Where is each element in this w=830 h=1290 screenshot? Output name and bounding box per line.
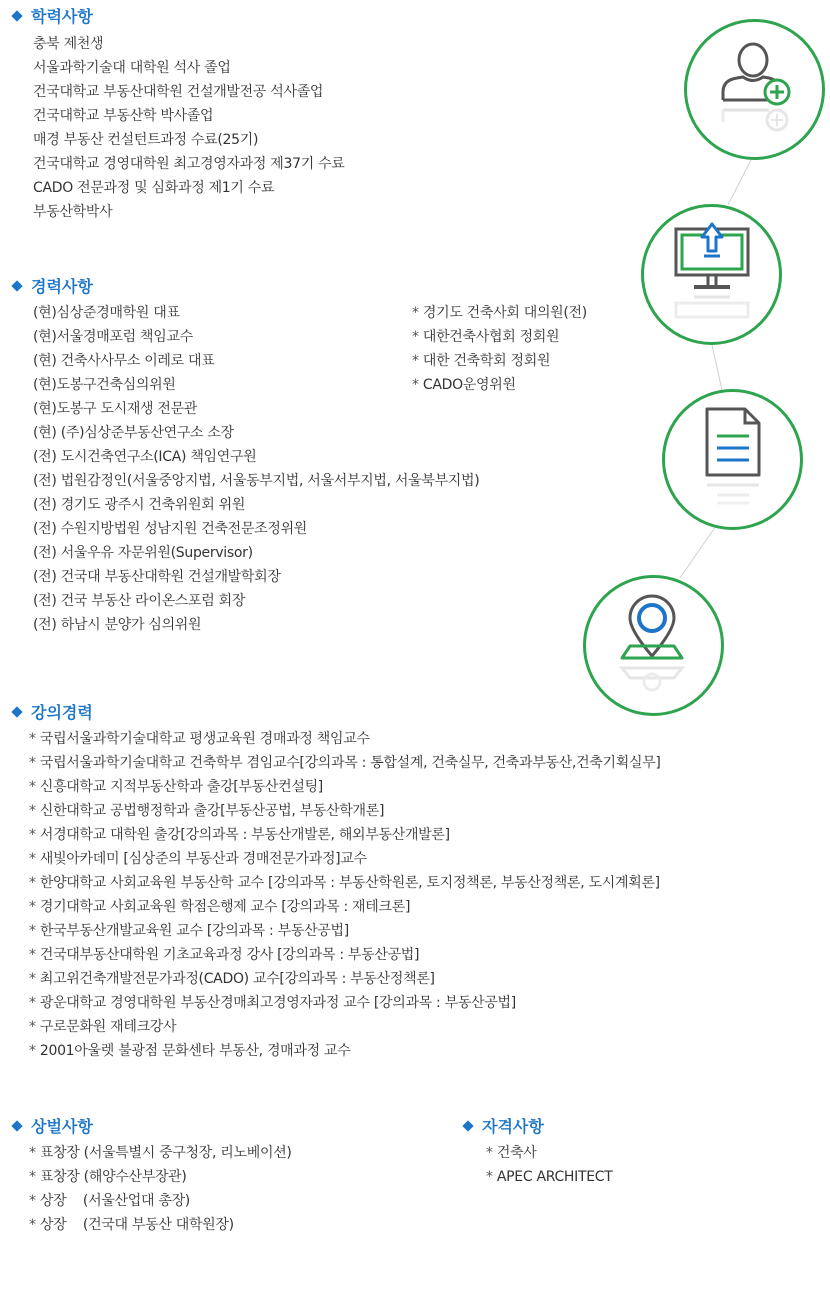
list-item: (전) 건국 부동산 라이온스포럼 회장 (33, 593, 246, 609)
monitor-upload-icon (644, 207, 779, 342)
section-title-career (13, 274, 93, 297)
list-item: (전) 법원감정인(서울중앙지법, 서울동부지법, 서울서부지법, 서울북부지법) (33, 473, 480, 489)
list-item: 서울과학기술대 대학원 석사 졸업 (33, 60, 231, 76)
diamond-bullet-icon (11, 10, 22, 21)
list-item: * 한양대학교 사회교육원 부동산학 교수 [강의과목 : 부동산학원론, 토지정책론, 부동산정책론, 도시계획론] (29, 871, 661, 895)
list-item: * 상장 (건국대 부동산 대학원장) (29, 1213, 292, 1237)
diamond-bullet-icon (11, 280, 22, 291)
section-title-awards (13, 1114, 93, 1137)
qualifications-list (486, 1141, 613, 1189)
list-item: (전) 도시건축연구소(ICA) 책임연구원 (33, 449, 257, 465)
list-item: (전) 경기도 광주시 건축위원회 위원 (33, 497, 246, 513)
list-item: (전) 건국대 부동산대학원 건설개발학회장 (33, 569, 281, 585)
user-add-icon-circle (684, 19, 825, 160)
document-icon (665, 392, 800, 527)
list-item: * 최고위건축개발전문가과정(CADO) 교수[강의과목 : 부동산정책론] (29, 967, 661, 991)
list-item: * CADO운영위원 (412, 373, 587, 397)
list-item: 건국대학교 부동산대학원 건설개발전공 석사졸업 (33, 84, 324, 100)
list-item: (현)심상준경매학원 대표 (33, 305, 180, 321)
list-item: * 서경대학교 대학원 출강[강의과목 : 부동산개발론, 해외부동산개발론] (29, 823, 661, 847)
list-item: * 상장 (서울산업대 총장) (29, 1189, 292, 1213)
section-title-qualifications (464, 1114, 544, 1137)
list-item: * 신한대학교 공법행정학과 출강[부동산공법, 부동산학개론] (29, 799, 661, 823)
list-item: * 2001아울렛 불광점 문화센타 부동산, 경매과정 교수 (29, 1039, 661, 1063)
list-item: * 국립서울과학기술대학교 건축학부 겸임교수[강의과목 : 통합설계, 건축실무, 건축과부동산,건축기획실무] (29, 751, 661, 775)
user-add-icon (687, 22, 822, 157)
awards-title: 상벌사항 (31, 1117, 93, 1136)
section-title-education (13, 4, 93, 27)
monitor-upload-icon-circle (641, 204, 782, 345)
list-item: * 건국대부동산대학원 기초교육과정 강사 [강의과목 : 부동산공법] (29, 943, 661, 967)
list-item: * 표창장 (해양수산부장관) (29, 1165, 292, 1189)
list-item: (전) 수원지방법원 성남지원 건축전문조정위원 (33, 521, 308, 537)
list-item: (현)도봉구 도시재생 전문관 (33, 401, 198, 417)
lectures-list (29, 727, 661, 1063)
location-pin-icon (586, 578, 721, 713)
career-title: 경력사항 (31, 277, 93, 296)
qualifications-title: 자격사항 (482, 1117, 544, 1136)
list-item: * 경기대학교 사회교육원 학점은행제 교수 [강의과목 : 재테크론] (29, 895, 661, 919)
list-item: 충북 제천생 (33, 36, 104, 52)
list-item: * 신흥대학교 지적부동산학과 출강[부동산컨설팅] (29, 775, 661, 799)
awards-list (29, 1141, 292, 1237)
list-item: * 건축사 (486, 1141, 613, 1165)
diamond-bullet-icon (11, 1120, 22, 1131)
list-item: * 한국부동산개발교육원 교수 [강의과목 : 부동산공법] (29, 919, 661, 943)
list-item: * 광운대학교 경영대학원 부동산경매최고경영자과정 교수 [강의과목 : 부동산공법] (29, 991, 661, 1015)
career-list-right (412, 301, 587, 397)
list-item: (현)서울경매포럼 책임교수 (33, 329, 193, 345)
list-item: (현)도봉구건축심의위원 (33, 377, 176, 393)
list-item: * 대한건축사협회 정회원 (412, 325, 587, 349)
list-item: * APEC ARCHITECT (486, 1165, 613, 1189)
list-item: * 새빛아카데미 [심상준의 부동산과 경매전문가과정]교수 (29, 847, 661, 871)
list-item: 건국대학교 부동산학 박사졸업 (33, 108, 214, 124)
list-item: 매경 부동산 컨설턴트과정 수료(25기) (33, 132, 259, 148)
section-title-lectures (13, 700, 93, 723)
list-item: 부동산학박사 (33, 204, 113, 220)
location-pin-icon-circle (583, 575, 724, 716)
list-item: CADO 전문과정 및 심화과정 제1기 수료 (33, 180, 275, 196)
diamond-bullet-icon (462, 1120, 473, 1131)
list-item: (전) 하남시 분양가 심의위원 (33, 617, 202, 633)
lectures-title: 강의경력 (31, 703, 93, 722)
document-icon-circle (662, 389, 803, 530)
list-item: * 구로문화원 재테크강사 (29, 1015, 661, 1039)
list-item: * 국립서울과학기술대학교 평생교육원 경매과정 책임교수 (29, 727, 661, 751)
education-title: 학력사항 (31, 7, 93, 26)
list-item: * 표창장 (서울특별시 중구청장, 리노베이션) (29, 1141, 292, 1165)
list-item: * 대한 건축학회 정회원 (412, 349, 587, 373)
list-item: 건국대학교 경영대학원 최고경영자과정 제37기 수료 (33, 156, 345, 172)
education-list (33, 32, 345, 224)
list-item: (현) 건축사사무소 이레로 대표 (33, 353, 215, 369)
list-item: (전) 서울우유 자문위원(Supervisor) (33, 545, 253, 561)
list-item: * 경기도 건축사회 대의원(전) (412, 301, 587, 325)
diamond-bullet-icon (11, 706, 22, 717)
list-item: (현) (주)심상준부동산연구소 소장 (33, 425, 234, 441)
